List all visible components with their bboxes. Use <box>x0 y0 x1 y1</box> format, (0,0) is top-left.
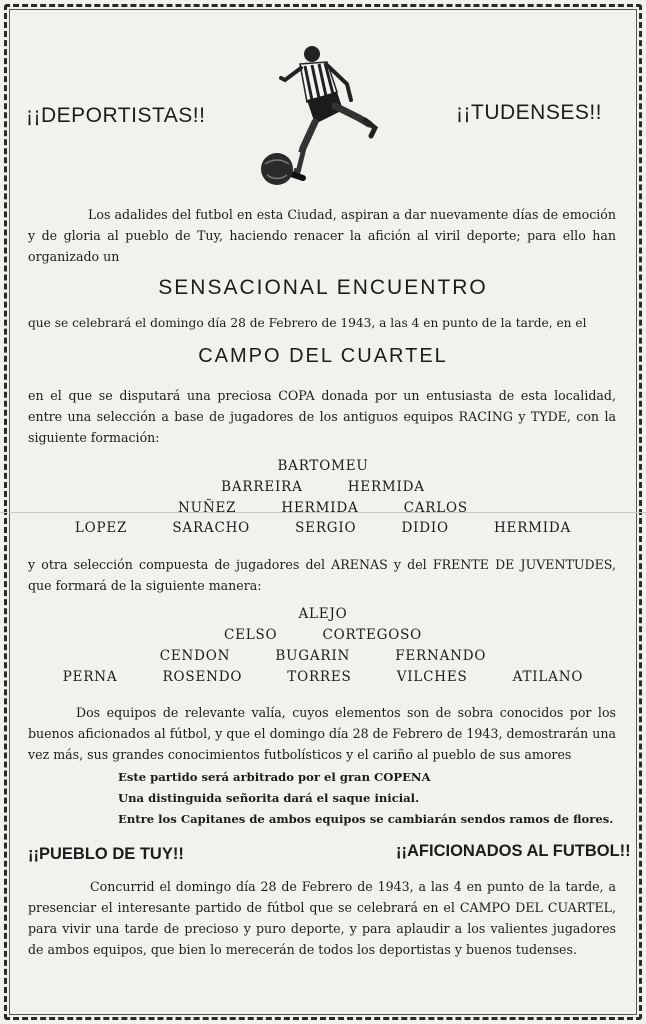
player-name: BARTOMEU <box>277 458 369 474</box>
header-left-title: ¡¡DEPORTISTAS!! <box>26 104 206 127</box>
event-title: SENSACIONAL ENCUENTRO <box>158 276 488 299</box>
team2-row-goalkeeper <box>0 606 646 622</box>
player-name: SERGIO <box>295 520 357 536</box>
player-name: ATILANO <box>512 669 584 685</box>
player-name: CENDON <box>159 648 231 664</box>
player-name: CARLOS <box>403 500 468 516</box>
flowers-note: Entre los Capitanes de ambos equipos se cambiarán sendos ramos de flores. <box>118 812 614 826</box>
player-name: PERNA <box>62 669 118 685</box>
team2-row-midfield <box>0 648 646 664</box>
team1-row-goalkeeper <box>0 458 646 474</box>
player-name: BUGARIN <box>275 648 351 664</box>
team2-row-forwards <box>0 669 646 685</box>
team1-row-forwards <box>0 520 646 536</box>
closing-paragraph: Dos equipos de relevante valía, cuyos elementos son de sobra conocidos por los buenos aficionados al fútbol, y que el domingo día 28 de Febrero de 1943, demostrarán una vez más, sus grandes conocimientos futbolísticos y el cariño al pueblo de sus amores <box>28 705 616 762</box>
player-name: ROSENDO <box>162 669 243 685</box>
player-name: CORTEGOSO <box>322 627 423 643</box>
header-right-title: ¡¡TUDENSES!! <box>456 101 603 124</box>
player-name: TORRES <box>287 669 352 685</box>
final-paragraph: Concurrid el domingo día 28 de Febrero de 1943, a las 4 en punto de la tarde, a presenciar el interesante partido de fútbol que se celebrará en el CAMPO DEL CUARTEL, para vivir una tarde de precioso y puro deporte, y para aplaudir a los valientes jugadores de ambos equipos, que bien lo merecerán de todos los deportistas y buenos tudenses. <box>28 879 616 957</box>
banner-right: ¡¡AFICIONADOS AL FUTBOL!! <box>396 842 631 860</box>
football-player-illustration <box>255 40 385 190</box>
team2-intro-paragraph: y otra selección compuesta de jugadores del ARENAS y del FRENTE DE JUVENTUDES, que formará de la siguiente manera: <box>28 557 616 593</box>
banner-left: ¡¡PUEBLO DE TUY!! <box>28 845 184 863</box>
player-name: FERNANDO <box>395 648 487 664</box>
date-line: que se celebrará el domingo día 28 de Febrero de 1943, a las 4 en punto de la tarde, en el <box>28 316 587 330</box>
player-name: NUÑEZ <box>178 500 237 516</box>
player-name: ALEJO <box>298 606 348 622</box>
player-name: LOPEZ <box>74 520 128 536</box>
player-name: HERMIDA <box>493 520 572 536</box>
player-name: BARREIRA <box>221 479 303 495</box>
player-name: HERMIDA <box>347 479 425 495</box>
kickoff-note: Una distinguida señorita dará el saque inicial. <box>118 791 420 805</box>
football-icon <box>261 153 293 185</box>
player-name: DIDIO <box>401 520 449 536</box>
player-name: CELSO <box>223 627 278 643</box>
referee-note: Este partido será arbitrado por el gran COPENA <box>118 770 431 784</box>
team1-row-defense <box>0 479 646 495</box>
intro-paragraph: Los adalides del futbol en esta Ciudad, aspiran a dar nuevamente días de emoción y de gloria al pueblo de Tuy, haciendo renacer la afición al viril deporte; para ello han organizado un <box>28 207 616 264</box>
team1-row-midfield <box>0 500 646 516</box>
cup-paragraph: en el que se disputará una preciosa COPA donada por un entusiasta de esta localidad, entre una selección a base de jugadores de los antiguos equipos RACING y TYDE, con la siguiente formación: <box>28 388 616 445</box>
player-name: VILCHES <box>396 669 468 685</box>
team2-row-defense <box>0 627 646 643</box>
player-name: HERMIDA <box>281 500 359 516</box>
player-name: SARACHO <box>172 520 251 536</box>
venue-title: CAMPO DEL CUARTEL <box>198 345 448 367</box>
